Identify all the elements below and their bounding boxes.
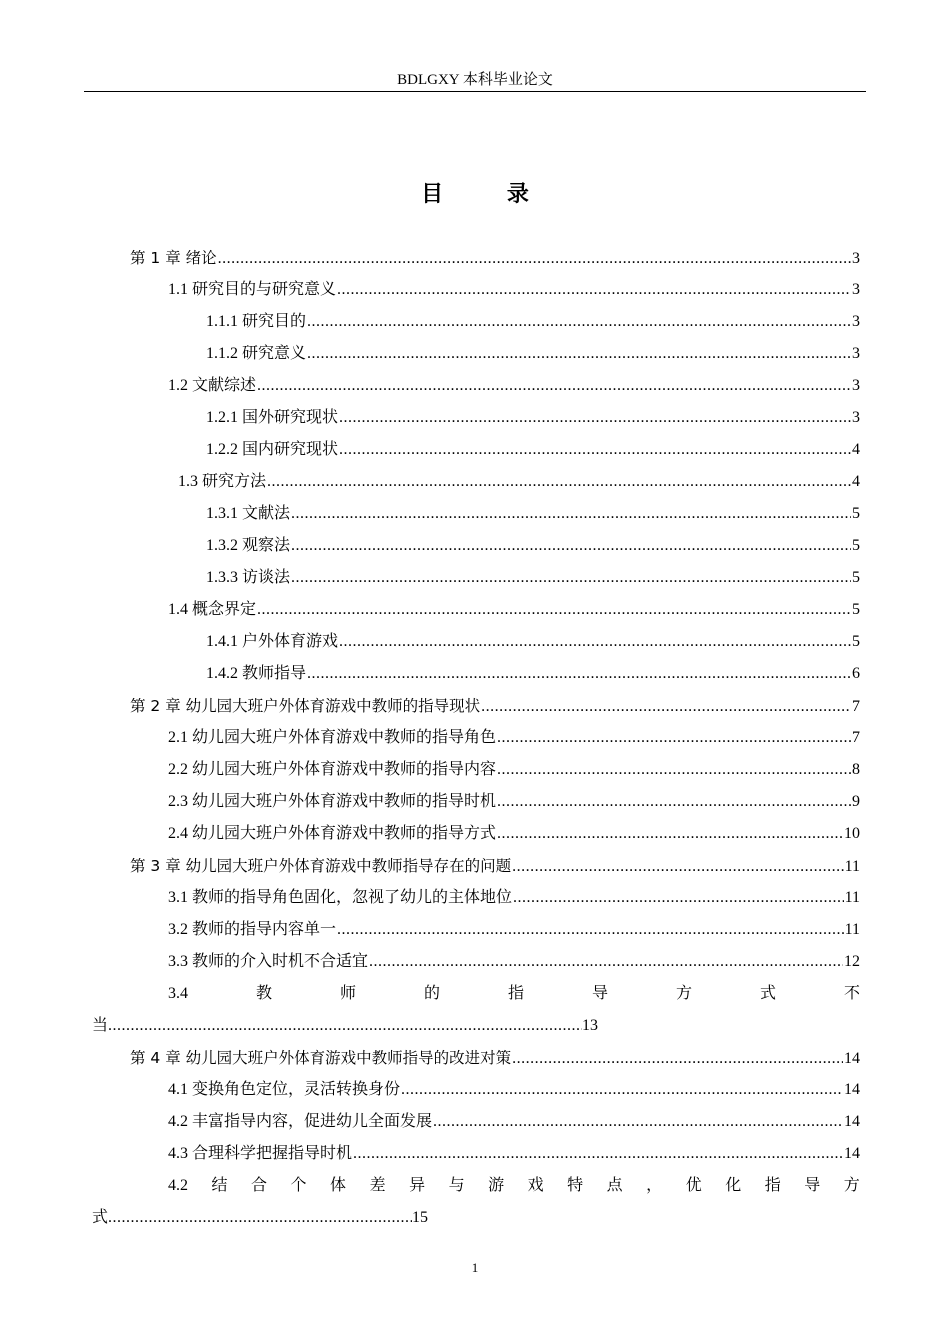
toc-leader-dots — [339, 434, 851, 466]
toc-entry-1-4-2[interactable] — [206, 658, 860, 690]
toc-page-number: 4 — [852, 473, 860, 490]
toc-word: 结 — [211, 1177, 228, 1194]
toc-leader-dots — [218, 243, 851, 275]
toc-entry-2-1[interactable] — [168, 722, 860, 754]
toc-entry-label: 1.3 研究方法 — [178, 473, 267, 490]
toc-entry-3-4-line1[interactable] — [168, 978, 860, 1010]
toc-leader-dots — [497, 818, 843, 850]
toc-entry-4-1[interactable] — [168, 1074, 860, 1106]
toc-entry-label: 第 2 章 幼儿园大班户外体育游戏中教师的指导现状 — [130, 697, 481, 715]
toc-page-number: 11 — [844, 858, 860, 875]
toc-page-number: 8 — [852, 761, 860, 778]
toc-page-number: 5 — [852, 569, 860, 586]
toc-page-number: 14 — [844, 1081, 860, 1098]
toc-entry-continuation: 当 — [92, 1017, 109, 1034]
toc-entry-label: 1.4.2 教师指导 — [206, 665, 307, 682]
toc-entry-2-2[interactable] — [168, 754, 860, 786]
toc-leader-dots — [291, 530, 851, 562]
toc-entry-label: 第 4 章 幼儿园大班户外体育游戏中教师指导的改进对策 — [130, 1049, 512, 1067]
toc-leader-dots — [257, 370, 851, 402]
toc-entry-4-4-line2[interactable] — [92, 1202, 434, 1234]
toc-word: 异 — [409, 1177, 426, 1194]
toc-leader-dots — [337, 274, 851, 306]
toc-page-number: 7 — [852, 729, 860, 746]
toc-entry-continuation: 式 — [92, 1209, 109, 1226]
toc-entry-label: 1.1.2 研究意义 — [206, 345, 307, 362]
toc-page-number: 3 — [852, 250, 860, 267]
toc-page-number: 11 — [844, 921, 860, 938]
page-number: 1 — [471, 1260, 479, 1275]
toc-page-number: 3 — [852, 377, 860, 394]
toc-entry-1-3-2[interactable] — [206, 530, 860, 562]
toc-leader-dots — [108, 1202, 412, 1234]
toc-leader-dots — [513, 882, 844, 914]
toc-leader-dots — [481, 691, 851, 723]
toc-entry-label: 1.1.1 研究目的 — [206, 313, 307, 330]
toc-leader-dots — [433, 1106, 843, 1138]
toc-entry-4-2[interactable] — [168, 1106, 860, 1138]
toc-word: 个 — [290, 1177, 307, 1194]
toc-page-number: 9 — [852, 793, 860, 810]
toc-word: 不 — [843, 985, 860, 1002]
toc-entry-chapter-2[interactable] — [130, 690, 860, 722]
toc-entry-chapter-4[interactable] — [130, 1042, 860, 1074]
toc-entry-1-2[interactable] — [168, 370, 860, 402]
toc-entry-4-3[interactable] — [168, 1138, 860, 1170]
toc-entry-4-4-line1[interactable] — [168, 1170, 860, 1202]
toc-page-number: 3 — [852, 345, 860, 362]
toc-word: 体 — [330, 1177, 347, 1194]
toc-entry-label: 1.2.2 国内研究现状 — [206, 441, 339, 458]
toc-entry-3-3[interactable] — [168, 946, 860, 978]
toc-word: 与 — [448, 1177, 465, 1194]
toc-page-number: 5 — [852, 505, 860, 522]
toc-word: 差 — [369, 1177, 386, 1194]
toc-entry-label: 1.4.1 户外体育游戏 — [206, 633, 339, 650]
toc-word: 指 — [764, 1177, 781, 1194]
toc-entry-label: 3.3 教师的介入时机不合适宜 — [168, 953, 369, 970]
toc-entry-3-1[interactable] — [168, 882, 860, 914]
toc-page-number: 3 — [852, 281, 860, 298]
toc-entry-1-2-1[interactable] — [206, 402, 860, 434]
toc-word: 优 — [685, 1177, 702, 1194]
toc-entry-label: 3.1 教师的指导角色固化，忽视了幼儿的主体地位 — [168, 889, 513, 906]
toc-word: 方 — [843, 1177, 860, 1194]
toc-entry-label: 1.2.1 国外研究现状 — [206, 409, 339, 426]
toc-leader-dots — [337, 914, 844, 946]
toc-entry-3-2[interactable] — [168, 914, 860, 946]
toc-word: 方 — [675, 985, 692, 1002]
header-rule — [84, 91, 866, 92]
toc-page-number: 14 — [844, 1113, 860, 1130]
toc-word: 3.4 — [168, 985, 188, 1002]
toc-entry-1-3-3[interactable] — [206, 562, 860, 594]
toc-entry-label: 第 1 章 绪论 — [130, 249, 217, 267]
toc-word: 的 — [423, 985, 440, 1002]
page-header: BDLGXY 本科毕业论文 — [397, 72, 553, 88]
toc-page-number: 5 — [852, 601, 860, 618]
toc-page-number: 14 — [844, 1145, 860, 1162]
toc-word: 4.2 — [168, 1177, 188, 1194]
toc-page-number: 4 — [852, 441, 860, 458]
toc-leader-dots — [307, 658, 851, 690]
toc-entry-1-1-1[interactable] — [206, 306, 860, 338]
toc-entry-label: 2.2 幼儿园大班户外体育游戏中教师的指导内容 — [168, 761, 497, 778]
toc-entry-2-3[interactable] — [168, 786, 860, 818]
toc-word: 游 — [488, 1177, 505, 1194]
toc-entry-label: 1.2 文献综述 — [168, 377, 257, 394]
toc-leader-dots — [307, 306, 851, 338]
toc-word: 指 — [507, 985, 524, 1002]
toc-entry-1-1[interactable] — [168, 274, 860, 306]
toc-entry-label: 4.2 丰富指导内容，促进幼儿全面发展 — [168, 1113, 433, 1130]
toc-entry-label: 1.4 概念界定 — [168, 601, 257, 618]
toc-page-number: 15 — [412, 1209, 429, 1226]
toc-leader-dots — [108, 1010, 582, 1042]
toc-page-number: 10 — [844, 825, 860, 842]
toc-leader-dots — [512, 851, 843, 883]
toc-word: 师 — [339, 985, 356, 1002]
toc-entry-chapter-1[interactable] — [130, 242, 860, 274]
toc-word: 特 — [567, 1177, 584, 1194]
toc-word: 化 — [725, 1177, 742, 1194]
toc-page-number: 7 — [852, 698, 860, 715]
toc-entry-1-1-2[interactable] — [206, 338, 860, 370]
toc-leader-dots — [339, 626, 851, 658]
toc-word: 导 — [591, 985, 608, 1002]
toc-page-number: 12 — [844, 953, 860, 970]
toc-leader-dots — [257, 594, 851, 626]
toc-entry-label: 2.1 幼儿园大班户外体育游戏中教师的指导角色 — [168, 729, 497, 746]
toc-entry-1-3[interactable] — [178, 466, 860, 498]
toc-entry-label: 第 3 章 幼儿园大班户外体育游戏中教师指导存在的问题 — [130, 857, 512, 875]
toc-word: 教 — [255, 985, 272, 1002]
toc-page-number: 5 — [852, 633, 860, 650]
toc-entry-2-4[interactable] — [168, 818, 860, 850]
toc-word: ， — [646, 1177, 663, 1194]
toc-word: 导 — [804, 1177, 821, 1194]
toc-page-number: 5 — [852, 537, 860, 554]
toc-word: 点 — [606, 1177, 623, 1194]
toc-word: 式 — [759, 985, 776, 1002]
toc-entry-label: 1.1 研究目的与研究意义 — [168, 281, 337, 298]
toc-entry-label: 2.3 幼儿园大班户外体育游戏中教师的指导时机 — [168, 793, 497, 810]
toc-leader-dots — [401, 1074, 843, 1106]
toc-leader-dots — [497, 722, 851, 754]
toc-entry-label: 3.2 教师的指导内容单一 — [168, 921, 337, 938]
toc-entry-label: 4.1 变换角色定位，灵活转换身份 — [168, 1081, 401, 1098]
toc-leader-dots — [291, 498, 851, 530]
toc-entry-label: 2.4 幼儿园大班户外体育游戏中教师的指导方式 — [168, 825, 497, 842]
toc-leader-dots — [291, 562, 851, 594]
toc-entry-chapter-3[interactable] — [130, 850, 860, 882]
toc-page-number: 6 — [852, 665, 860, 682]
toc-leader-dots — [512, 1043, 843, 1075]
toc-page-number: 14 — [844, 1050, 860, 1067]
toc-entry-label: 1.3.2 观察法 — [206, 537, 291, 554]
toc-leader-dots — [497, 786, 851, 818]
toc-entry-1-3-1[interactable] — [206, 498, 860, 530]
toc-entry-1-4-1[interactable] — [206, 626, 860, 658]
toc-entry-label: 4.3 合理科学把握指导时机 — [168, 1145, 353, 1162]
toc-entry-1-4[interactable] — [168, 594, 860, 626]
toc-page-number: 13 — [582, 1017, 599, 1034]
toc-leader-dots — [339, 402, 851, 434]
toc-word: 合 — [251, 1177, 268, 1194]
toc-leader-dots — [267, 466, 851, 498]
toc-leader-dots — [353, 1138, 843, 1170]
toc-entry-3-4-line2[interactable] — [92, 1010, 604, 1042]
toc-word: 戏 — [527, 1177, 544, 1194]
toc-leader-dots — [369, 946, 843, 978]
toc-leader-dots — [497, 754, 851, 786]
toc-entry-1-2-2[interactable] — [206, 434, 860, 466]
toc-page-number: 3 — [852, 409, 860, 426]
toc-leader-dots — [307, 338, 851, 370]
toc-page-number: 11 — [844, 889, 860, 906]
toc-entry-label: 1.3.1 文献法 — [206, 505, 291, 522]
toc-entry-label: 1.3.3 访谈法 — [206, 569, 291, 586]
toc-title: 目 录 — [421, 182, 557, 207]
toc-page-number: 3 — [852, 313, 860, 330]
